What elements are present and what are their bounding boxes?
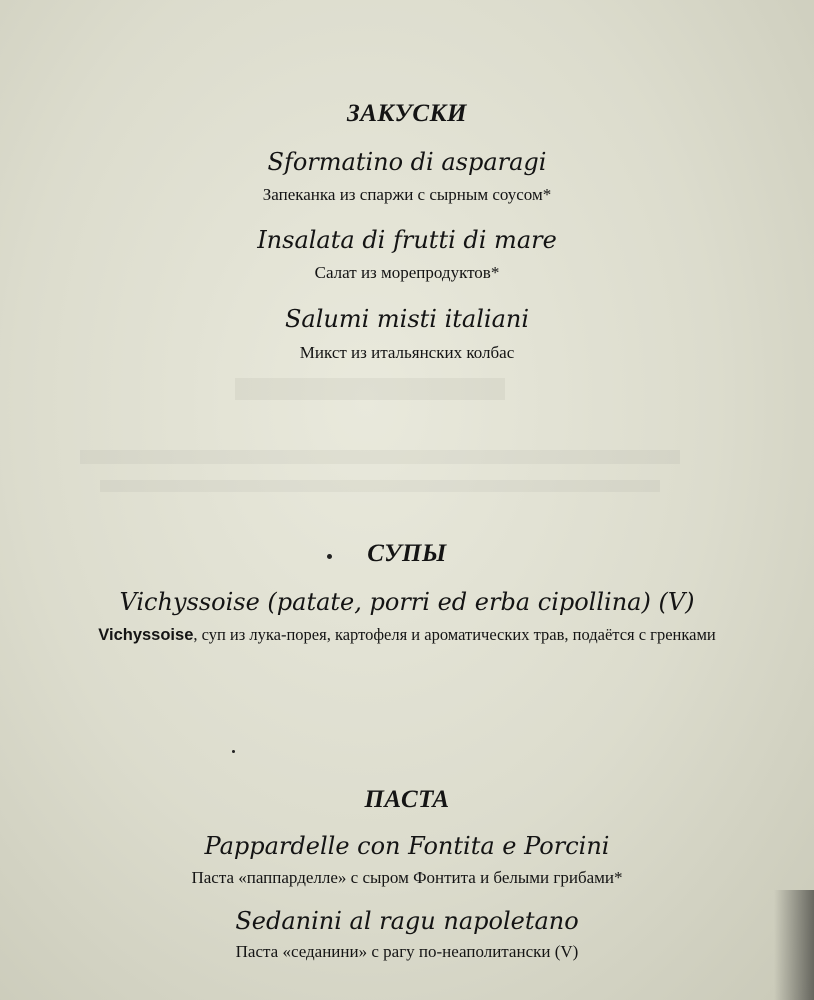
dish-russian-description: Салат из морепродуктов* (314, 263, 500, 282)
bullet-dot (232, 750, 235, 753)
section-title-soups: СУПЫ (367, 540, 447, 567)
dish-russian-description: Паста «паппарделле» с сыром Фонтита и белыми грибами* (191, 868, 623, 887)
dish-italian-name: Salumi misti italiani (284, 305, 530, 333)
dish-russian-text: , суп из лука-порея, картофеля и ароматических трав, подаётся с гренками (193, 625, 716, 644)
dish-russian-description: Запеканка из спаржи с сырным соусом* (262, 185, 552, 204)
dish-italian-name: Pappardelle con Fontita e Porcini (204, 832, 610, 860)
dish-russian-description: Микст из итальянских колбас (299, 343, 515, 362)
dish-italian-name: Sformatino di asparagi (267, 148, 547, 176)
dish-russian-lead: Vichyssoise (98, 626, 194, 644)
dish-russian-description (0, 625, 814, 645)
page-corner-shadow (774, 890, 814, 1000)
section-title-appetizers: ЗАКУСКИ (347, 100, 467, 127)
section-title-pasta: ПАСТА (364, 786, 450, 813)
dish-italian-name: Vichyssoise (patate, porri ed erba cipollina) (V) (119, 588, 695, 616)
dish-italian-name: Sedanini al ragu napoletano (235, 907, 579, 935)
dish-italian-name: Insalata di frutti di mare (257, 226, 557, 254)
dish-russian-description: Паста «седанини» с рагу по-неаполитански (V) (235, 942, 579, 961)
